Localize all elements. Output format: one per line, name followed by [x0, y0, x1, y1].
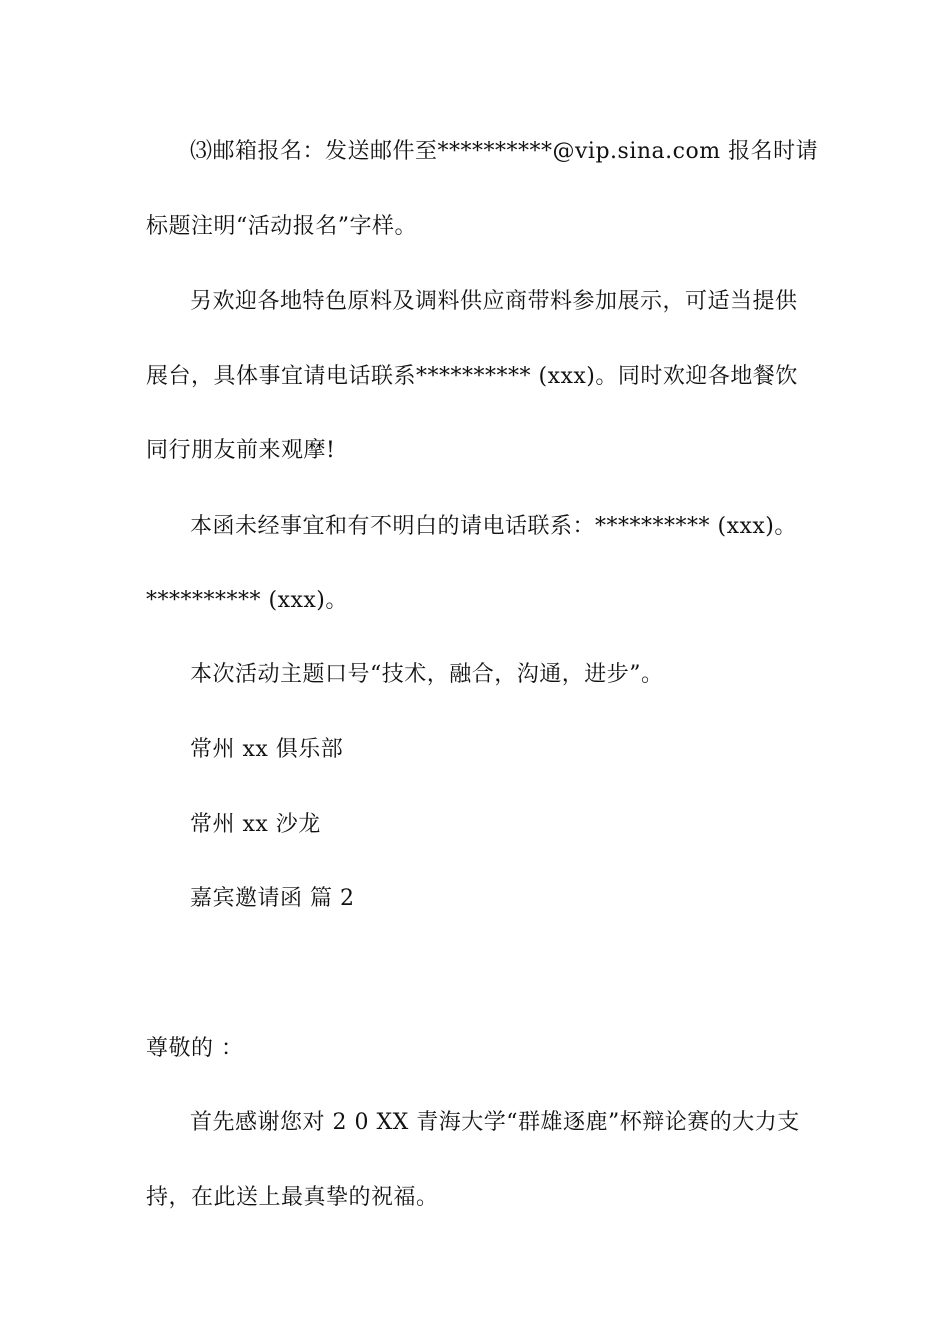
paragraph-contact-line-2: ********** (xxx)。 — [146, 588, 348, 613]
paragraph-email-registration-line-2: 标题注明“活动报名”字样。 — [146, 214, 417, 239]
paragraph-email-registration-line-1: ⑶邮箱报名：发送邮件至**********@vip.sina.com 报名时请 — [190, 139, 819, 164]
paragraph-slogan: 本次活动主题口号“技术，融合，沟通，进步”。 — [190, 662, 664, 687]
signature-salon: 常州 xx 沙龙 — [190, 812, 321, 837]
paragraph-suppliers-line-2: 展台，具体事宜请电话联系********** (xxx)。同时欢迎各地餐饮 — [146, 364, 798, 389]
section-heading: 嘉宾邀请函 篇 2 — [190, 886, 355, 911]
paragraph-thanks-line-2: 持，在此送上最真挚的祝福。 — [146, 1185, 439, 1210]
signature-club: 常州 xx 俱乐部 — [190, 737, 344, 762]
salutation: 尊敬的 ： — [146, 1036, 244, 1061]
paragraph-thanks-line-1: 首先感谢您对 2 0 XX 青海大学“群雄逐鹿”杯辩论赛的大力支 — [190, 1110, 800, 1135]
paragraph-contact-line-1: 本函未经事宜和有不明白的请电话联系：********** (xxx)。 — [190, 514, 797, 539]
paragraph-suppliers-line-3: 同行朋友前来观摩! — [146, 438, 336, 463]
paragraph-suppliers-line-1: 另欢迎各地特色原料及调料供应商带料参加展示，可适当提供 — [190, 289, 798, 314]
